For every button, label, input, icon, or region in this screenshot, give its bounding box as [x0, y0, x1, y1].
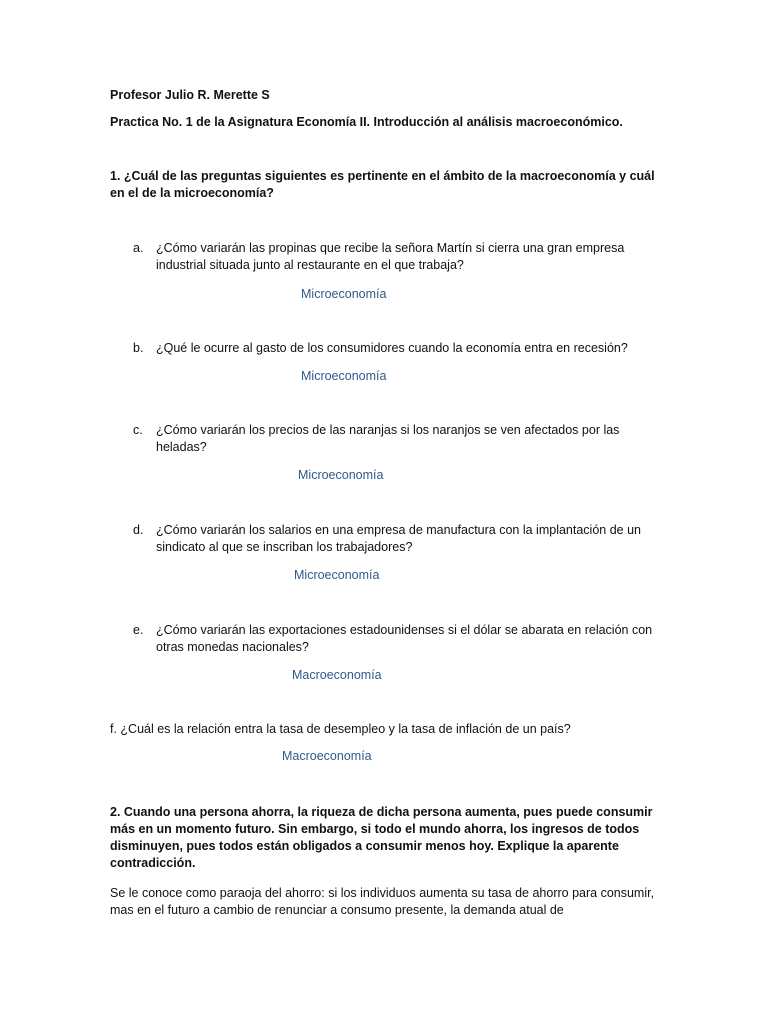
- item-b-answer: Microeconomía: [301, 369, 387, 383]
- item-c-answer: Microeconomía: [298, 468, 384, 482]
- item-c-question: ¿Cómo variarán los precios de las naranjas si los naranjos se ven afectados por las heladas?: [156, 423, 620, 454]
- item-a-answer: Microeconomía: [301, 287, 387, 301]
- question-2-answer: Se le conoce como paraoja del ahorro: si los individuos aumenta su tasa de ahorro para consumir, mas en el futuro a cambio de renunciar a consumo presente, la demanda atual de: [110, 886, 655, 917]
- item-d-question: ¿Cómo variarán los salarios en una empresa de manufactura con la implantación de un sindicato al que se inscriban los trabajadores?: [156, 523, 641, 554]
- professor-name: Profesor Julio R. Merette S: [110, 88, 270, 102]
- question-2-prompt: 2. Cuando una persona ahorra, la riqueza de dicha persona aumenta, pues puede consumir más en un momento futuro. Sin embargo, si todo el mundo ahorra, los ingresos de todos disminuyen, pues todos están obligados a consumir menos hoy. Explique la aparente contradicción.: [110, 805, 653, 870]
- question-1-prompt: 1. ¿Cuál de las preguntas siguientes es pertinente en el ámbito de la macroeconomía y cuál en el de la microeconomía?: [110, 169, 655, 200]
- item-a-question: ¿Cómo variarán las propinas que recibe la señora Martín si cierra una gran empresa industrial situada junto al restaurante en el que trabaja?: [156, 241, 625, 272]
- item-d-answer: Microeconomía: [294, 568, 380, 582]
- item-b-marker: b.: [133, 341, 144, 355]
- item-e-marker: e.: [133, 623, 144, 637]
- item-c-marker: c.: [133, 423, 143, 437]
- item-f-answer: Macroeconomía: [282, 749, 372, 763]
- practice-title: Practica No. 1 de la Asignatura Economía II. Introducción al análisis macroeconómico.: [110, 115, 623, 129]
- item-e-answer: Macroeconomía: [292, 668, 382, 682]
- item-b-question: ¿Qué le ocurre al gasto de los consumidores cuando la economía entra en recesión?: [156, 341, 628, 355]
- item-d-marker: d.: [133, 523, 144, 537]
- item-e-question: ¿Cómo variarán las exportaciones estadounidenses si el dólar se abarata en relación con otras monedas nacionales?: [156, 623, 653, 654]
- item-f-question: f. ¿Cuál es la relación entra la tasa de desempleo y la tasa de inflación de un país?: [110, 722, 571, 736]
- item-a-marker: a.: [133, 241, 144, 255]
